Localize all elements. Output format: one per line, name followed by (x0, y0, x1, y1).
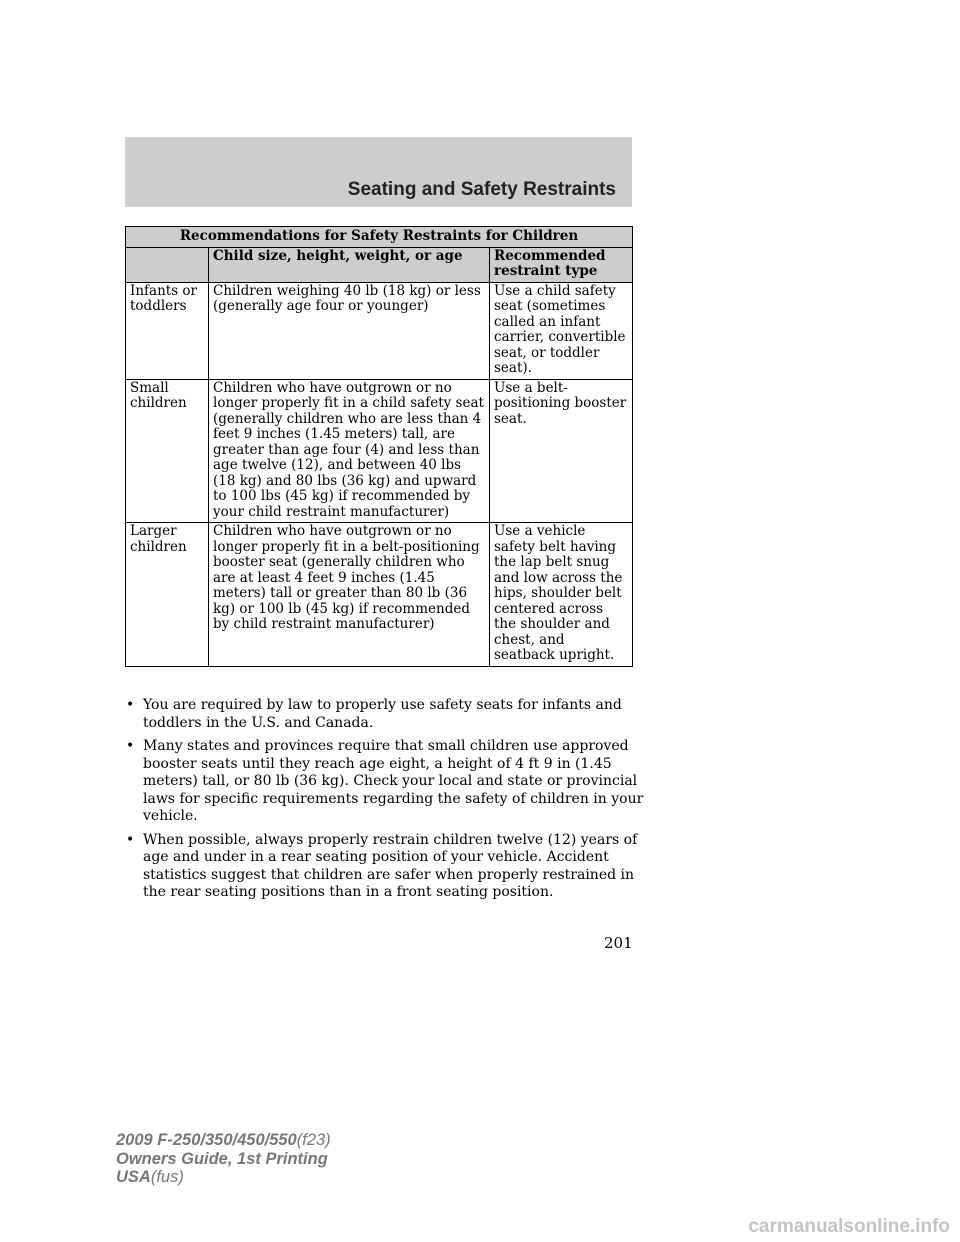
recommendations-table (125, 226, 633, 667)
bullet-text: When possible, always properly restrain children twelve (12) years of age and under in a rear seating position of your vehicle. Accident statistics suggest that children are safer when properly restrained in the rear seating positions than in a front seating position. (143, 831, 638, 900)
footer-model-code: (f23) (296, 1131, 331, 1149)
footer-model: 2009 F-250/350/450/550 (116, 1131, 297, 1149)
header-band (125, 137, 632, 207)
watermark: carmanualsonline.info (748, 1216, 950, 1237)
row-child-size: Children weighing 40 lb (18 kg) or less (generally age four or younger) (209, 282, 490, 379)
row-category: Infants or toddlers (126, 282, 209, 379)
list-item (125, 738, 645, 826)
table-header-row (126, 247, 633, 282)
table-row (126, 523, 633, 667)
bullet-text: You are required by law to properly use safety seats for infants and toddlers in the U.S. and Canada. (143, 697, 622, 731)
footer-region-code: (fus) (150, 1168, 184, 1186)
section-title: Seating and Safety Restraints (347, 179, 616, 200)
table-title-row (126, 227, 633, 248)
bullet-text: Many states and provinces require that small children use approved booster seats until they reach age eight, a height of 4 ft 9 in (1.45 meters) tall, or 80 lb (36 kg). Check your local and state or provincial laws for specific requirements regarding the safety of children in your vehicle. (143, 738, 644, 824)
row-restraint-type: Use a child safety seat (sometimes called an infant carrier, convertible seat, or toddler seat). (490, 282, 633, 379)
bullet-icon: • (126, 738, 135, 754)
row-child-size: Children who have outgrown or no longer properly fit in a belt-positioning booster seat (generally children who are at least 4 feet 9 inches (1.45 meters) tall or greater than 80 lb (36 kg) or 100 lb (45 kg) if recommended by child restraint manufacturer) (209, 523, 490, 667)
column-header-restraint-type: Recommended restraint type (490, 247, 633, 282)
list-item (125, 832, 645, 902)
footer-print-info (116, 1131, 331, 1187)
bullet-icon: • (126, 831, 135, 848)
row-category: Larger children (126, 523, 209, 667)
footer-region: USA (116, 1168, 151, 1186)
footer-line-region (116, 1168, 331, 1187)
recommendations-table-container (125, 226, 632, 667)
column-header-child-size: Child size, height, weight, or age (209, 247, 490, 282)
page-number: 201 (604, 934, 633, 952)
row-restraint-type: Use a vehicle safety belt having the lap belt snug and low across the hips, shoulder belt centered across the shoulder and chest, and seatback upright. (490, 523, 633, 667)
footer-line-model (116, 1131, 331, 1150)
footer-guide: Owners Guide, 1st Printing (116, 1149, 328, 1168)
table-row (126, 379, 633, 523)
table-title: Recommendations for Safety Restraints for Children (126, 227, 633, 248)
list-item (125, 697, 645, 732)
row-category: Small children (126, 379, 209, 523)
table-row (126, 282, 633, 379)
column-header-category (126, 247, 209, 282)
row-restraint-type: Use a belt-positioning booster seat. (490, 379, 633, 523)
bullet-icon: • (126, 697, 135, 713)
row-child-size: Children who have outgrown or no longer properly fit in a child safety seat (generally children who are less than 4 feet 9 inches (1.45 meters) tall, are greater than age four (4) and less than age twelve (12), and between 40 lbs (18 kg) and 80 lbs (36 kg) and upward to 100 lbs (45 kg) if recommended by your child restraint manufacturer) (209, 379, 490, 523)
safety-bullet-list (125, 697, 645, 908)
